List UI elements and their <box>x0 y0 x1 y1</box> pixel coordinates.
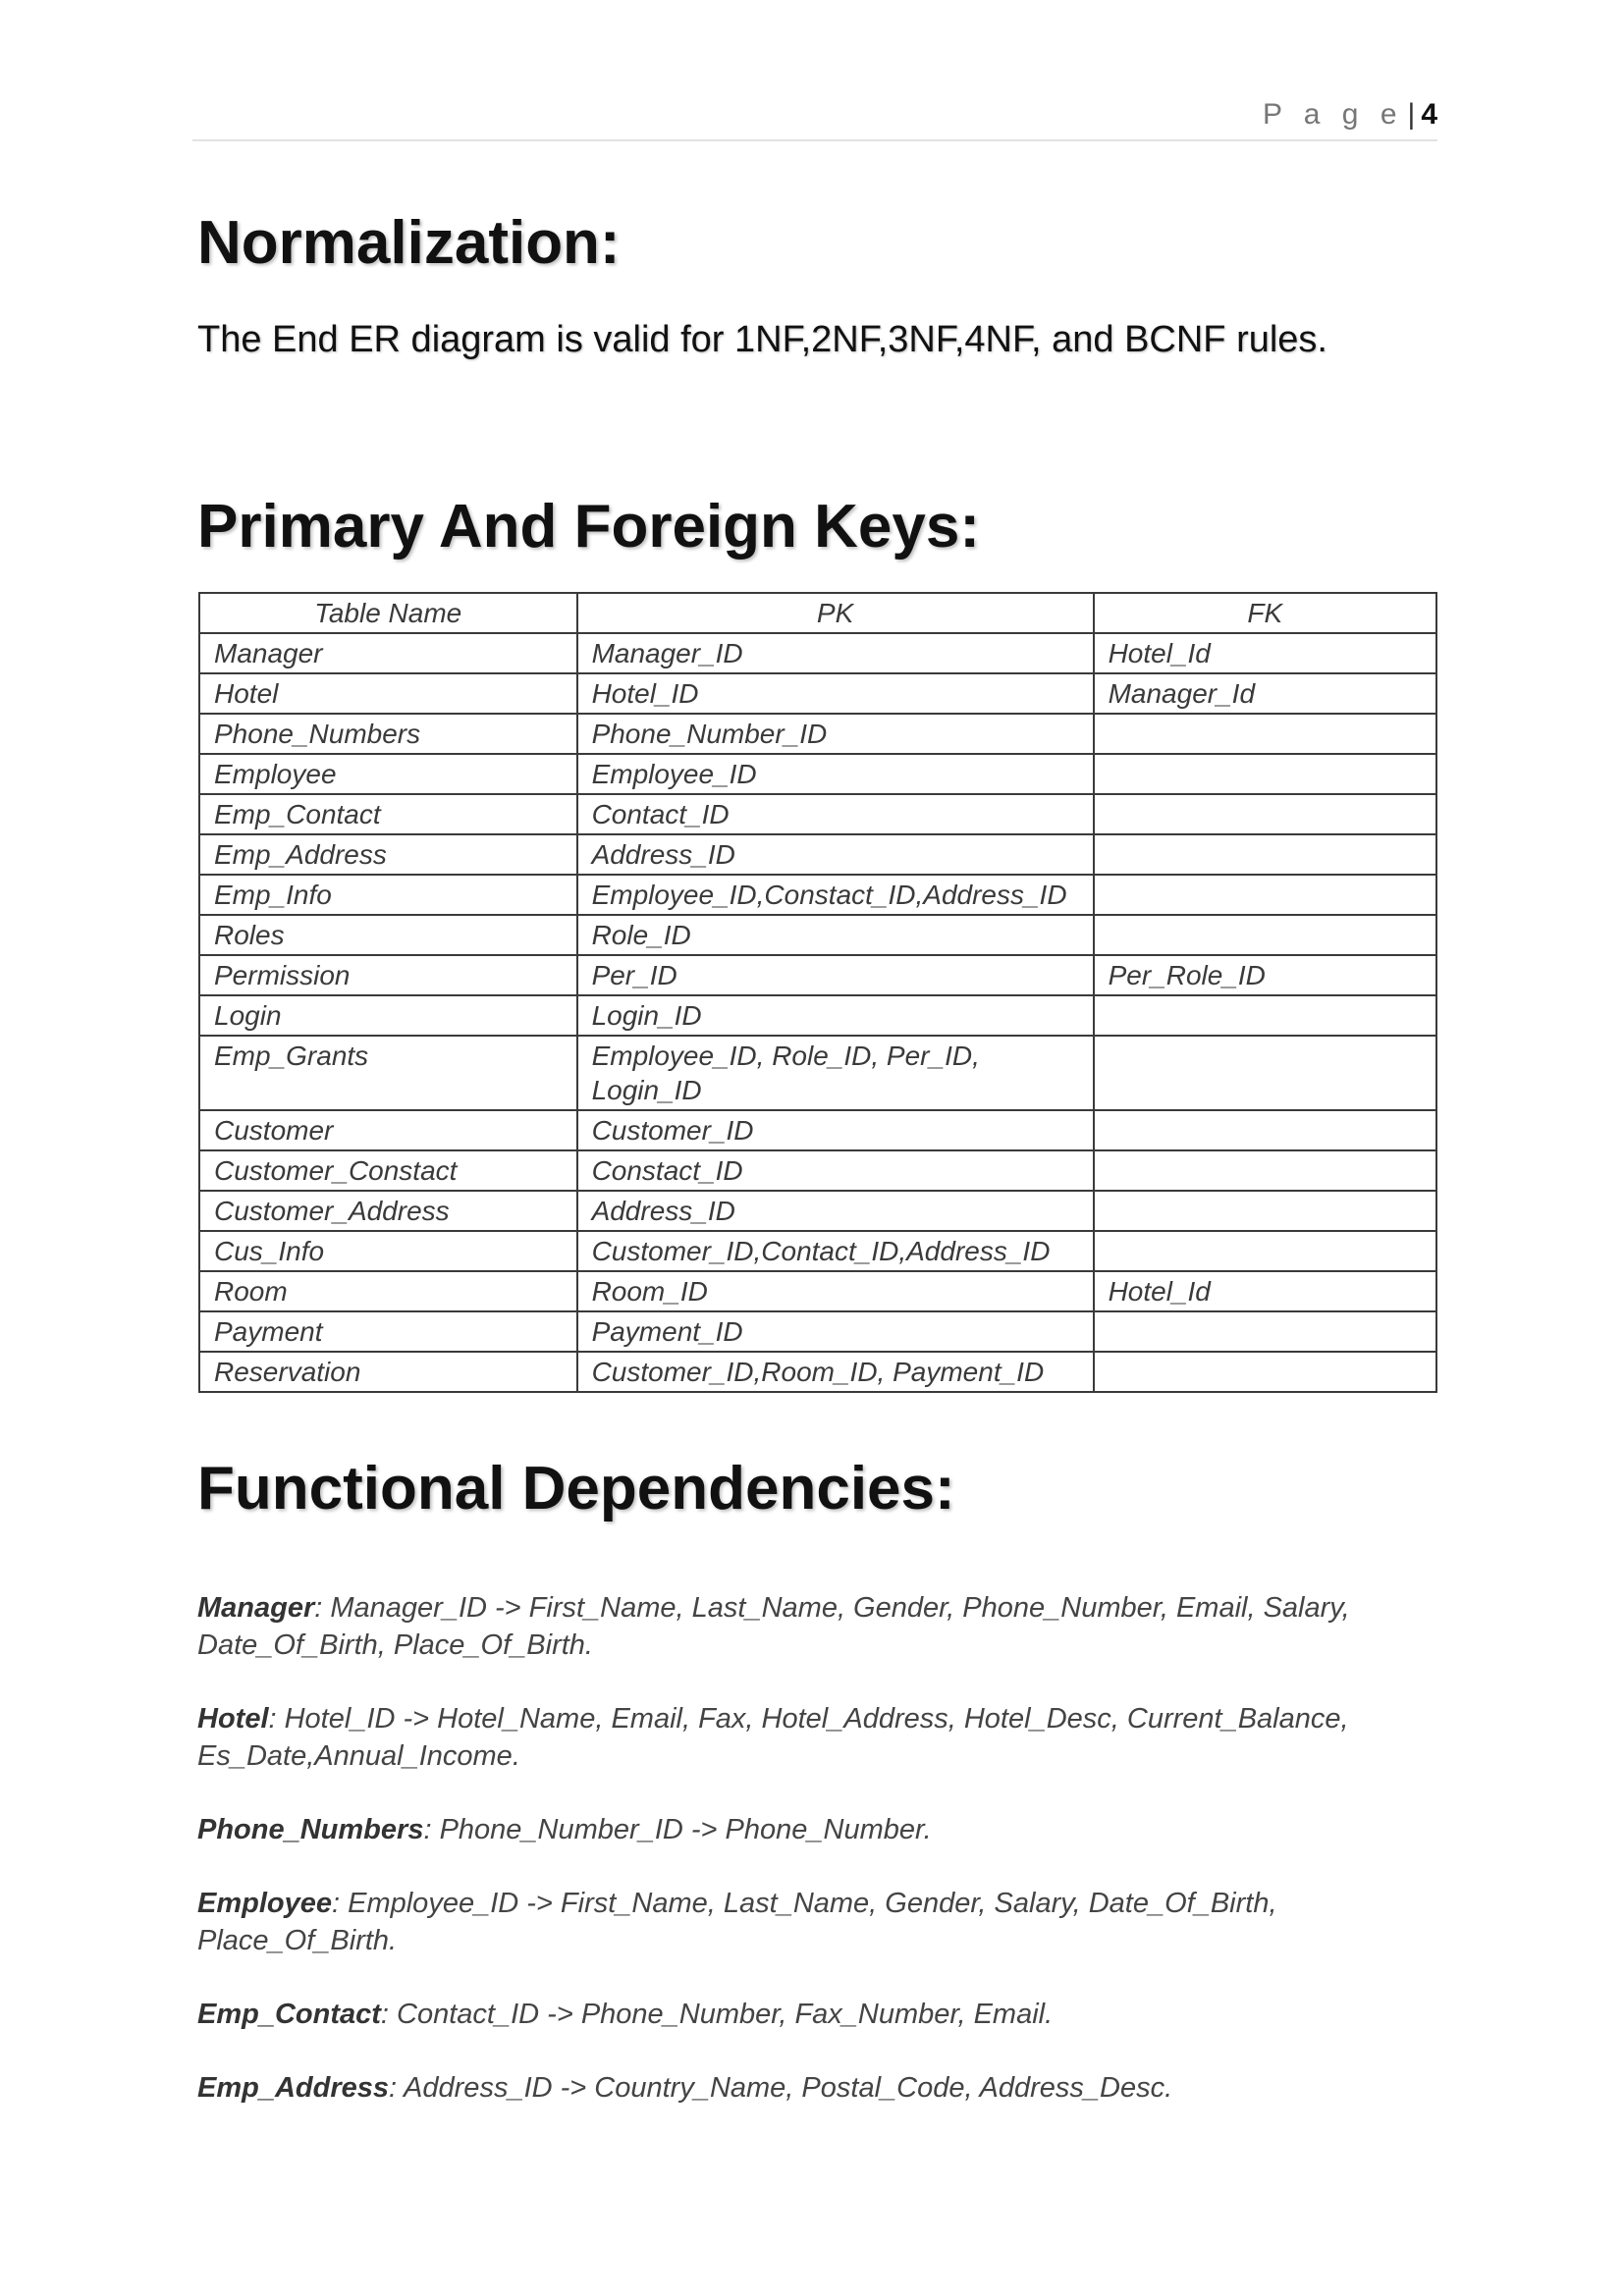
dependency-text: : Hotel_ID -> Hotel_Name, Email, Fax, Hotel_Address, Hotel_Desc, Current_Balance, Es_Date,Annual_Income. <box>197 1703 1349 1772</box>
pk-cell: Per_ID <box>577 955 1094 995</box>
fk-cell <box>1094 1036 1436 1110</box>
fk-cell <box>1094 794 1436 834</box>
table-name-cell: Customer_Constact <box>199 1150 577 1191</box>
fk-cell <box>1094 1231 1436 1271</box>
table-row <box>199 995 1436 1036</box>
table-row <box>199 1110 1436 1150</box>
table-name-cell: Payment <box>199 1311 577 1352</box>
table-name-cell: Hotel <box>199 673 577 714</box>
table-row <box>199 794 1436 834</box>
table-name-cell: Phone_Numbers <box>199 714 577 754</box>
page-number: 4 <box>1421 98 1437 131</box>
page-number-label <box>1263 98 1437 132</box>
fk-cell <box>1094 714 1436 754</box>
pk-cell: Address_ID <box>577 834 1094 875</box>
fk-cell <box>1094 1352 1436 1392</box>
pk-cell: Employee_ID <box>577 754 1094 794</box>
dependency-text: : Phone_Number_ID -> Phone_Number. <box>423 1814 932 1845</box>
fk-cell <box>1094 1110 1436 1150</box>
table-row <box>199 1271 1436 1311</box>
fk-cell <box>1094 915 1436 955</box>
fk-cell <box>1094 1150 1436 1191</box>
fk-cell <box>1094 1191 1436 1231</box>
pk-cell: Employee_ID, Role_ID, Per_ID, Login_ID <box>577 1036 1094 1110</box>
table-row <box>199 1150 1436 1191</box>
fk-cell <box>1094 754 1436 794</box>
table-row <box>199 1352 1436 1392</box>
table-row <box>199 1231 1436 1271</box>
dependency-table-name: Emp_Contact <box>197 1999 381 2030</box>
dependency-text: : Contact_ID -> Phone_Number, Fax_Number, Email. <box>380 1999 1054 2030</box>
table-name-cell: Employee <box>199 754 577 794</box>
pk-cell: Manager_ID <box>577 633 1094 673</box>
table-name-cell: Emp_Contact <box>199 794 577 834</box>
fk-cell: Per_Role_ID <box>1094 955 1436 995</box>
keys-heading: Primary And Foreign Keys: <box>197 493 981 561</box>
page-header <box>192 94 1437 141</box>
pk-cell: Contact_ID <box>577 794 1094 834</box>
page-separator: | <box>1407 98 1416 131</box>
fk-cell <box>1094 875 1436 915</box>
dependency-item <box>197 1700 1444 1775</box>
table-row <box>199 1036 1436 1110</box>
column-header-pk: PK <box>577 593 1094 633</box>
table-row <box>199 1311 1436 1352</box>
fk-cell <box>1094 1311 1436 1352</box>
normalization-heading: Normalization: <box>197 209 621 277</box>
table-row <box>199 875 1436 915</box>
column-header-table-name: Table Name <box>199 593 577 633</box>
dependency-item <box>197 1589 1444 1664</box>
dependency-table-name: Employee <box>197 1888 332 1919</box>
table-row <box>199 714 1436 754</box>
dependency-text: : Address_ID -> Country_Name, Postal_Code, Address_Desc. <box>389 2072 1173 2104</box>
pk-cell: Employee_ID,Constact_ID,Address_ID <box>577 875 1094 915</box>
dependencies-list <box>197 1589 1444 2143</box>
dependency-table-name: Phone_Numbers <box>197 1814 424 1845</box>
dependency-item <box>197 1996 1444 2033</box>
table-name-cell: Reservation <box>199 1352 577 1392</box>
table-name-cell: Emp_Address <box>199 834 577 875</box>
dependency-item <box>197 1811 1444 1848</box>
table-row <box>199 633 1436 673</box>
fk-cell: Manager_Id <box>1094 673 1436 714</box>
dependency-text: : Manager_ID -> First_Name, Last_Name, Gender, Phone_Number, Email, Salary, Date_Of_Birth, Place_Of_Birth. <box>197 1592 1350 1661</box>
table-name-cell: Permission <box>199 955 577 995</box>
keys-table <box>198 592 1437 1393</box>
table-name-cell: Customer <box>199 1110 577 1150</box>
dependency-text: : Employee_ID -> First_Name, Last_Name, Gender, Salary, Date_Of_Birth, Place_Of_Birth. <box>197 1888 1277 1956</box>
fk-cell: Hotel_Id <box>1094 1271 1436 1311</box>
table-name-cell: Manager <box>199 633 577 673</box>
dependency-table-name: Emp_Address <box>197 2072 390 2104</box>
table-name-cell: Cus_Info <box>199 1231 577 1271</box>
pk-cell: Role_ID <box>577 915 1094 955</box>
fk-cell <box>1094 995 1436 1036</box>
pk-cell: Hotel_ID <box>577 673 1094 714</box>
table-name-cell: Customer_Address <box>199 1191 577 1231</box>
table-row <box>199 1191 1436 1231</box>
table-row <box>199 955 1436 995</box>
pk-cell: Room_ID <box>577 1271 1094 1311</box>
table-name-cell: Room <box>199 1271 577 1311</box>
table-name-cell: Emp_Info <box>199 875 577 915</box>
table-row <box>199 673 1436 714</box>
table-name-cell: Emp_Grants <box>199 1036 577 1110</box>
dependencies-heading: Functional Dependencies: <box>197 1455 955 1522</box>
keys-table-header-row <box>199 593 1436 633</box>
pk-cell: Phone_Number_ID <box>577 714 1094 754</box>
column-header-fk: FK <box>1094 593 1436 633</box>
fk-cell <box>1094 834 1436 875</box>
table-name-cell: Roles <box>199 915 577 955</box>
pk-cell: Payment_ID <box>577 1311 1094 1352</box>
dependency-item <box>197 1885 1444 1959</box>
dependency-item <box>197 2069 1444 2107</box>
pk-cell: Customer_ID <box>577 1110 1094 1150</box>
pk-cell: Constact_ID <box>577 1150 1094 1191</box>
pk-cell: Login_ID <box>577 995 1094 1036</box>
pk-cell: Customer_ID,Contact_ID,Address_ID <box>577 1231 1094 1271</box>
fk-cell: Hotel_Id <box>1094 633 1436 673</box>
dependency-table-name: Hotel <box>197 1703 269 1735</box>
pk-cell: Address_ID <box>577 1191 1094 1231</box>
table-row <box>199 834 1436 875</box>
normalization-text: The End ER diagram is valid for 1NF,2NF,3NF,4NF, and BCNF rules. <box>197 319 1327 360</box>
table-row <box>199 915 1436 955</box>
table-name-cell: Login <box>199 995 577 1036</box>
dependency-table-name: Manager <box>197 1592 315 1624</box>
table-row <box>199 754 1436 794</box>
pk-cell: Customer_ID,Room_ID, Payment_ID <box>577 1352 1094 1392</box>
page-word: P a g e <box>1262 98 1404 131</box>
